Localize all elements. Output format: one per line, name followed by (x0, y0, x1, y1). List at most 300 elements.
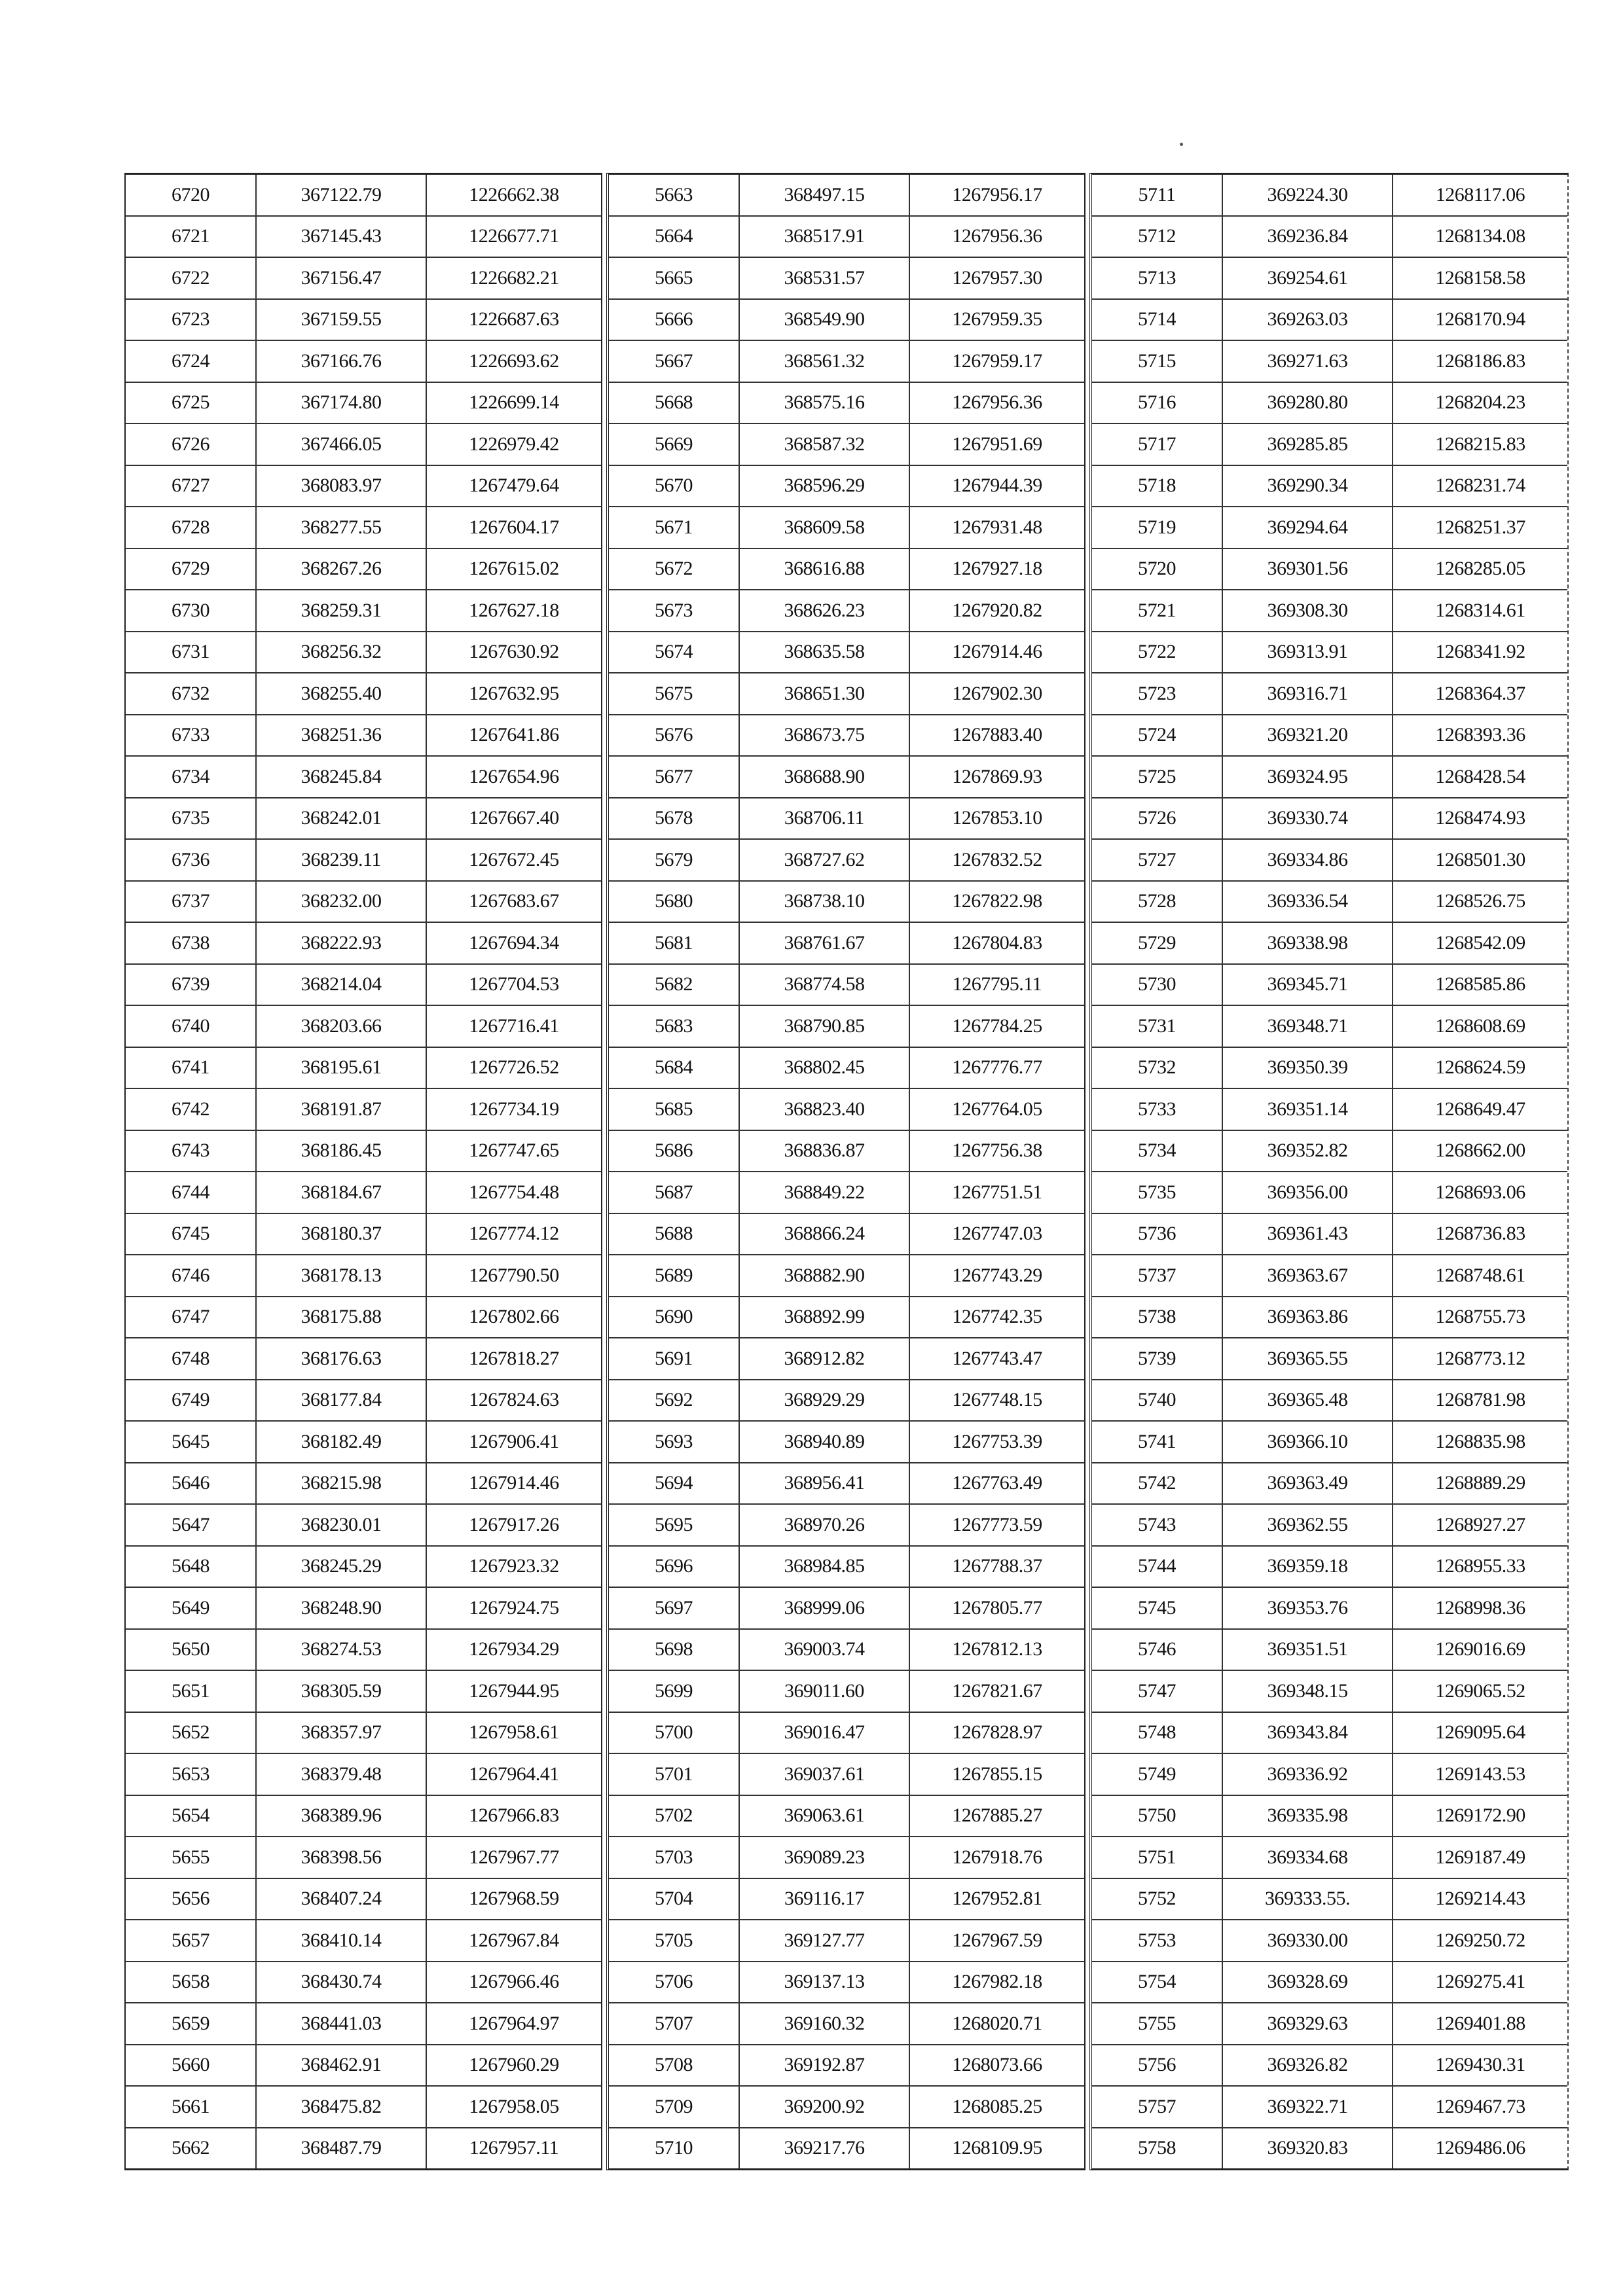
point-id-cell: 5751 (1092, 1837, 1222, 1878)
y-coordinate-cell: 1269143.53 (1393, 1753, 1567, 1795)
table-row (126, 423, 601, 465)
point-id-cell: 5714 (1092, 299, 1222, 341)
table-row (1092, 632, 1567, 673)
table-row (126, 2086, 601, 2128)
y-coordinate-cell: 1267776.77 (909, 1047, 1084, 1089)
stray-dot (1180, 143, 1183, 146)
y-coordinate-cell: 1267812.13 (909, 1629, 1084, 1671)
y-coordinate-cell: 1268170.94 (1393, 299, 1567, 341)
y-coordinate-cell: 1268608.69 (1393, 1005, 1567, 1047)
point-id-cell: 5750 (1092, 1795, 1222, 1837)
x-coordinate-cell: 369321.20 (1222, 715, 1393, 757)
x-coordinate-cell: 368191.87 (256, 1088, 426, 1130)
table-row (126, 507, 601, 548)
x-coordinate-cell: 368441.03 (256, 2003, 426, 2045)
point-id-cell: 5687 (609, 1172, 739, 1213)
table-row (609, 964, 1084, 1006)
point-id-cell: 5682 (609, 964, 739, 1006)
point-id-cell: 6722 (126, 257, 256, 299)
point-id-cell: 5669 (609, 423, 739, 465)
x-coordinate-cell: 368999.06 (739, 1587, 909, 1629)
point-id-cell: 5665 (609, 257, 739, 299)
table-row (126, 1670, 601, 1712)
table-row (126, 922, 601, 964)
x-coordinate-cell: 367466.05 (256, 423, 426, 465)
point-id-cell: 5748 (1092, 1712, 1222, 1754)
point-id-cell: 5708 (609, 2045, 739, 2087)
y-coordinate-cell: 1269467.73 (1393, 2086, 1567, 2128)
y-coordinate-cell: 1267632.95 (426, 673, 601, 715)
x-coordinate-cell: 369328.69 (1222, 1962, 1393, 2003)
y-coordinate-cell: 1267956.36 (909, 216, 1084, 258)
x-coordinate-cell: 368176.63 (256, 1338, 426, 1380)
x-coordinate-cell: 368727.62 (739, 839, 909, 881)
table-row (1092, 423, 1567, 465)
table-row (609, 507, 1084, 548)
y-coordinate-cell: 1268341.92 (1393, 632, 1567, 673)
x-coordinate-cell: 368836.87 (739, 1130, 909, 1172)
table-row (126, 798, 601, 840)
table-row (609, 1587, 1084, 1629)
x-coordinate-cell: 368673.75 (739, 715, 909, 757)
point-id-cell: 5685 (609, 1088, 739, 1130)
y-coordinate-cell: 1268662.00 (1393, 1130, 1567, 1172)
table-row (1092, 715, 1567, 757)
y-coordinate-cell: 1267957.11 (469, 2137, 559, 2159)
table-row (126, 1380, 601, 1422)
table-row (609, 1753, 1084, 1795)
y-coordinate-cell: 1267790.50 (426, 1255, 601, 1297)
y-coordinate-cell: 1268231.74 (1393, 465, 1567, 507)
y-coordinate-cell: 1268585.86 (1393, 964, 1567, 1006)
table-row (1092, 299, 1567, 341)
y-coordinate-cell: 1267967.84 (426, 1920, 601, 1962)
point-id-cell: 5655 (126, 1837, 256, 1878)
point-id-cell: 5689 (609, 1255, 739, 1297)
point-id-cell: 5653 (126, 1753, 256, 1795)
x-coordinate-cell: 368462.91 (256, 2045, 426, 2087)
point-id-cell: 5670 (609, 465, 739, 507)
x-coordinate-cell: 368970.26 (739, 1504, 909, 1546)
x-coordinate-cell: 369127.77 (739, 1920, 909, 1962)
table-row (609, 1670, 1084, 1712)
x-coordinate-cell: 368177.84 (256, 1380, 426, 1422)
point-id-cell: 5647 (126, 1504, 256, 1546)
y-coordinate-cell: 1268474.93 (1393, 798, 1567, 840)
x-coordinate-cell: 369308.30 (1222, 590, 1393, 632)
point-id-cell: 5662 (126, 2128, 256, 2169)
y-coordinate-cell: 1267968.59 (426, 1878, 601, 1920)
x-coordinate-cell: 369016.47 (739, 1712, 909, 1754)
x-coordinate-cell: 368912.82 (739, 1338, 909, 1380)
point-id-cell: 5728 (1092, 881, 1222, 923)
table-row (609, 1837, 1084, 1878)
point-id-cell: 5654 (126, 1795, 256, 1837)
y-coordinate-cell: 1267885.27 (909, 1795, 1084, 1837)
x-coordinate-cell: 368984.85 (739, 1546, 909, 1588)
table-row (1092, 548, 1567, 590)
x-coordinate-cell: 368215.98 (256, 1463, 426, 1505)
point-id-cell: 6743 (126, 1130, 256, 1172)
point-id-cell: 5727 (1092, 839, 1222, 881)
point-id-cell: 5648 (126, 1546, 256, 1588)
x-coordinate-cell: 369365.55 (1222, 1338, 1393, 1380)
point-id-cell: 5684 (609, 1047, 739, 1089)
y-coordinate-cell: 1268755.73 (1393, 1297, 1567, 1338)
y-coordinate-cell: 1268693.06 (1393, 1172, 1567, 1213)
point-id-cell: 5683 (609, 1005, 739, 1047)
x-coordinate-cell: 369345.71 (1222, 964, 1393, 1006)
y-coordinate-cell: 1268927.27 (1393, 1504, 1567, 1546)
point-id-cell: 5660 (126, 2045, 256, 2087)
x-coordinate-cell: 368184.67 (256, 1172, 426, 1213)
point-id-cell: 5667 (609, 340, 739, 382)
y-coordinate-cell: 1268314.61 (1393, 590, 1567, 632)
x-coordinate-cell: 368274.53 (256, 1629, 426, 1671)
y-coordinate-cell: 1226677.71 (426, 216, 601, 258)
y-coordinate-cell: 1267795.11 (909, 964, 1084, 1006)
y-coordinate-cell: 1268109.95 (952, 2137, 1042, 2159)
x-coordinate-cell: 369313.91 (1222, 632, 1393, 673)
x-coordinate-cell: 369294.64 (1222, 507, 1393, 548)
x-coordinate-cell: 368761.67 (739, 922, 909, 964)
table-row (1092, 2128, 1567, 2169)
y-coordinate-cell: 1267958.05 (426, 2086, 601, 2128)
point-id-cell: 5733 (1092, 1088, 1222, 1130)
point-id-cell: 6747 (126, 1297, 256, 1338)
point-id-cell: 5722 (1092, 632, 1222, 673)
y-coordinate-cell: 1267964.41 (426, 1753, 601, 1795)
table-row (609, 1920, 1084, 1962)
x-coordinate-cell: 369335.98 (1222, 1795, 1393, 1837)
y-coordinate-cell: 1268526.75 (1393, 881, 1567, 923)
y-coordinate-cell: 1267982.18 (909, 1962, 1084, 2003)
x-coordinate-cell: 368245.29 (256, 1546, 426, 1588)
table-row (1092, 1587, 1567, 1629)
point-id-cell: 5753 (1092, 1920, 1222, 1962)
table-block-3-body (1092, 175, 1567, 2168)
y-coordinate-cell: 1268186.83 (1393, 340, 1567, 382)
x-coordinate-cell: 368790.85 (739, 1005, 909, 1047)
y-coordinate-cell: 1267747.65 (426, 1130, 601, 1172)
table-row (126, 839, 601, 881)
table-row (1092, 1005, 1567, 1047)
table-row (609, 1546, 1084, 1588)
y-coordinate-cell: 1269275.41 (1393, 1962, 1567, 2003)
x-coordinate-cell: 367166.76 (256, 340, 426, 382)
table-row (609, 2045, 1084, 2087)
x-coordinate-cell: 369320.83 (1222, 2128, 1393, 2169)
x-coordinate-cell: 368738.10 (739, 881, 909, 923)
x-coordinate-cell: 368195.61 (256, 1047, 426, 1089)
point-id-cell: 5729 (1092, 922, 1222, 964)
x-coordinate-cell: 369334.68 (1222, 1837, 1393, 1878)
x-coordinate-cell: 369333.55. (1222, 1878, 1393, 1920)
point-id-cell: 5731 (1092, 1005, 1222, 1047)
y-coordinate-cell: 1268748.61 (1393, 1255, 1567, 1297)
x-coordinate-cell: 368389.96 (256, 1795, 426, 1837)
x-coordinate-cell: 369350.39 (1222, 1047, 1393, 1089)
table-row (126, 1546, 601, 1588)
point-id-cell: 6729 (126, 548, 256, 590)
y-coordinate-cell: 1268736.83 (1393, 1213, 1567, 1255)
y-coordinate-cell: 1267672.45 (426, 839, 601, 881)
y-coordinate-cell: 1268158.58 (1393, 257, 1567, 299)
point-id-cell: 5688 (609, 1213, 739, 1255)
x-coordinate-cell: 368186.45 (256, 1130, 426, 1172)
y-coordinate-cell: 1268428.54 (1393, 756, 1567, 798)
point-id-cell: 5686 (609, 1130, 739, 1172)
point-id-cell: 5652 (126, 1712, 256, 1754)
table-row (1092, 382, 1567, 424)
table-row (126, 1088, 601, 1130)
table-row (609, 839, 1084, 881)
x-coordinate-cell: 369356.00 (1222, 1172, 1393, 1213)
x-coordinate-cell: 368940.89 (739, 1421, 909, 1463)
point-id-cell: 5707 (609, 2003, 739, 2045)
y-coordinate-cell: 1268998.36 (1393, 1587, 1567, 1629)
x-coordinate-cell: 368487.79 (256, 2128, 426, 2169)
x-coordinate-cell: 368232.00 (256, 881, 426, 923)
point-id-cell: 5709 (609, 2086, 739, 2128)
point-id-cell: 5755 (1092, 2003, 1222, 2045)
x-coordinate-cell: 368256.32 (256, 632, 426, 673)
table-row (1092, 922, 1567, 964)
y-coordinate-cell: 1267743.29 (909, 1255, 1084, 1297)
point-id-cell: 5651 (126, 1670, 256, 1712)
table-row (126, 299, 601, 341)
table-row (609, 1380, 1084, 1422)
y-coordinate-cell: 1269214.43 (1393, 1878, 1567, 1920)
x-coordinate-cell: 369352.82 (1222, 1130, 1393, 1172)
table-row (1092, 1878, 1567, 1920)
y-coordinate-cell: 1267479.64 (426, 465, 601, 507)
x-coordinate-cell: 368410.14 (256, 1920, 426, 1962)
table-row (609, 1629, 1084, 1671)
x-coordinate-cell: 369301.56 (1222, 548, 1393, 590)
point-id-cell: 5649 (126, 1587, 256, 1629)
point-id-cell: 5724 (1092, 715, 1222, 757)
point-id-cell: 6749 (126, 1380, 256, 1422)
x-coordinate-cell: 368357.97 (256, 1712, 426, 1754)
y-coordinate-cell: 1267756.38 (909, 1130, 1084, 1172)
x-coordinate-cell: 367145.43 (256, 216, 426, 258)
table-row (126, 1255, 601, 1297)
x-coordinate-cell: 368222.93 (256, 922, 426, 964)
table-row (126, 1962, 601, 2003)
point-id-cell: 6728 (126, 507, 256, 548)
point-id-cell: 6723 (126, 299, 256, 341)
table-row (609, 1172, 1084, 1213)
y-coordinate-cell: 1268117.06 (1393, 175, 1567, 216)
y-coordinate-cell: 1267788.37 (909, 1546, 1084, 1588)
point-id-cell: 5699 (609, 1670, 739, 1712)
y-coordinate-cell: 1267902.30 (909, 673, 1084, 715)
y-coordinate-cell: 1267726.52 (426, 1047, 601, 1089)
table-row (1092, 1546, 1567, 1588)
table-row (126, 1878, 601, 1920)
y-coordinate-cell: 1267957.30 (909, 257, 1084, 299)
point-id-cell: 5740 (1092, 1380, 1222, 1422)
point-id-cell: 5741 (1092, 1421, 1222, 1463)
point-id-cell: 5671 (609, 507, 739, 548)
table-row (1092, 465, 1567, 507)
y-coordinate-cell: 1269250.72 (1393, 1920, 1567, 1962)
table-row (126, 1753, 601, 1795)
point-id-cell: 5658 (126, 1962, 256, 2003)
table-row (1092, 673, 1567, 715)
table-row (609, 673, 1084, 715)
point-id-cell: 6738 (126, 922, 256, 964)
table-row (609, 590, 1084, 632)
table-row (1092, 1297, 1567, 1338)
point-id-cell: 5696 (609, 1546, 739, 1588)
x-coordinate-cell: 369224.30 (1222, 175, 1393, 216)
x-coordinate-cell: 368956.41 (739, 1463, 909, 1505)
y-coordinate-cell: 1267959.35 (909, 299, 1084, 341)
table-row (609, 715, 1084, 757)
point-id-cell: 6742 (126, 1088, 256, 1130)
table-row (1092, 257, 1567, 299)
point-id-cell: 5723 (1092, 673, 1222, 715)
x-coordinate-cell: 369192.87 (739, 2045, 909, 2087)
x-coordinate-cell: 368626.23 (739, 590, 909, 632)
x-coordinate-cell: 368802.45 (739, 1047, 909, 1089)
x-coordinate-cell: 368549.90 (739, 299, 909, 341)
point-id-cell: 5720 (1092, 548, 1222, 590)
x-coordinate-cell: 368230.01 (256, 1504, 426, 1546)
table-block-3 (1089, 173, 1569, 2170)
y-coordinate-cell: 1267667.40 (426, 798, 601, 840)
point-id-cell: 5726 (1092, 798, 1222, 840)
table-block-2 (606, 173, 1085, 2170)
table-row (609, 2003, 1084, 2045)
y-coordinate-cell: 1268393.36 (1393, 715, 1567, 757)
y-coordinate-cell: 1267654.96 (426, 756, 601, 798)
point-id-cell: 5746 (1092, 1629, 1222, 1671)
y-coordinate-cell: 1267956.17 (909, 175, 1084, 216)
y-coordinate-cell: 1267920.82 (909, 590, 1084, 632)
table-row (1092, 1088, 1567, 1130)
y-coordinate-cell: 1268773.12 (1393, 1338, 1567, 1380)
table-row (609, 1047, 1084, 1089)
y-coordinate-cell: 1267742.35 (909, 1297, 1084, 1338)
point-id-cell: 5717 (1092, 423, 1222, 465)
x-coordinate-cell: 368575.16 (739, 382, 909, 424)
table-row (1092, 1130, 1567, 1172)
table-row (609, 881, 1084, 923)
table-row (609, 1297, 1084, 1338)
table-row (126, 1421, 601, 1463)
table-row (609, 465, 1084, 507)
y-coordinate-cell: 1267683.67 (426, 881, 601, 923)
table-row (126, 2003, 601, 2045)
table-row (609, 756, 1084, 798)
y-coordinate-cell: 1268955.33 (1393, 1546, 1567, 1588)
y-coordinate-cell: 1267753.39 (909, 1421, 1084, 1463)
y-coordinate-cell: 1268649.47 (1393, 1088, 1567, 1130)
x-coordinate-cell: 368774.58 (739, 964, 909, 1006)
x-coordinate-cell: 369348.71 (1222, 1005, 1393, 1047)
table-block-2-body (609, 175, 1084, 2168)
table-row (1092, 1421, 1567, 1463)
x-coordinate-cell: 369254.61 (1222, 257, 1393, 299)
point-id-cell: 5716 (1092, 382, 1222, 424)
x-coordinate-cell: 369351.14 (1222, 1088, 1393, 1130)
x-coordinate-cell: 369137.13 (739, 1962, 909, 2003)
x-coordinate-cell: 369003.74 (739, 1629, 909, 1671)
x-coordinate-cell: 369336.54 (1222, 881, 1393, 923)
table-row (1092, 1504, 1567, 1546)
y-coordinate-cell: 1267967.59 (909, 1920, 1084, 1962)
x-coordinate-cell: 369037.61 (739, 1753, 909, 1795)
x-coordinate-cell: 367159.55 (256, 299, 426, 341)
point-id-cell: 5742 (1092, 1463, 1222, 1505)
table-row (1092, 175, 1567, 216)
table-row (126, 382, 601, 424)
table-row (126, 257, 601, 299)
y-coordinate-cell: 1269172.90 (1393, 1795, 1567, 1837)
x-coordinate-cell: 368430.74 (256, 1962, 426, 2003)
x-coordinate-cell: 369280.80 (1222, 382, 1393, 424)
table-row (126, 964, 601, 1006)
table-row (609, 1504, 1084, 1546)
x-coordinate-cell: 368407.24 (256, 1878, 426, 1920)
x-coordinate-cell: 369326.82 (1222, 2045, 1393, 2087)
table-row (609, 1795, 1084, 1837)
table-row (1092, 1338, 1567, 1380)
x-coordinate-cell: 369366.10 (1222, 1421, 1393, 1463)
point-id-cell: 5744 (1092, 1546, 1222, 1588)
table-row (609, 2086, 1084, 2128)
x-coordinate-cell: 368706.11 (739, 798, 909, 840)
point-id-cell: 6731 (126, 632, 256, 673)
x-coordinate-cell: 368531.57 (739, 257, 909, 299)
point-id-cell: 6725 (126, 382, 256, 424)
point-id-cell: 5706 (609, 1962, 739, 2003)
point-id-cell: 5693 (609, 1421, 739, 1463)
point-id-cell: 5697 (609, 1587, 739, 1629)
point-id-cell: 5690 (609, 1297, 739, 1338)
y-coordinate-cell: 1267748.15 (909, 1380, 1084, 1422)
table-row (126, 1629, 601, 1671)
point-id-cell: 5672 (609, 548, 739, 590)
table-row (1092, 881, 1567, 923)
table-row (126, 881, 601, 923)
y-coordinate-cell: 1267960.29 (426, 2045, 601, 2087)
x-coordinate-cell: 368203.66 (256, 1005, 426, 1047)
x-coordinate-cell: 368398.56 (256, 1837, 426, 1878)
table-row (126, 465, 601, 507)
x-coordinate-cell: 368182.49 (256, 1421, 426, 1463)
x-coordinate-cell: 368214.04 (256, 964, 426, 1006)
y-coordinate-cell: 1267917.26 (426, 1504, 601, 1546)
y-coordinate-cell: 1267918.76 (909, 1837, 1084, 1878)
x-coordinate-cell: 369263.03 (1222, 299, 1393, 341)
table-row (1092, 1795, 1567, 1837)
point-id-cell: 5710 (609, 2128, 739, 2169)
y-coordinate-cell: 1267967.77 (426, 1837, 601, 1878)
y-coordinate-cell: 1267883.40 (909, 715, 1084, 757)
y-coordinate-cell: 1269187.49 (1393, 1837, 1567, 1878)
point-id-cell: 5681 (609, 922, 739, 964)
y-coordinate-cell: 1267747.03 (909, 1213, 1084, 1255)
y-coordinate-cell: 1267615.02 (426, 548, 601, 590)
table-row (1092, 340, 1567, 382)
point-id-cell: 6748 (126, 1338, 256, 1380)
y-coordinate-cell: 1267959.17 (909, 340, 1084, 382)
y-coordinate-cell: 1268501.30 (1393, 839, 1567, 881)
